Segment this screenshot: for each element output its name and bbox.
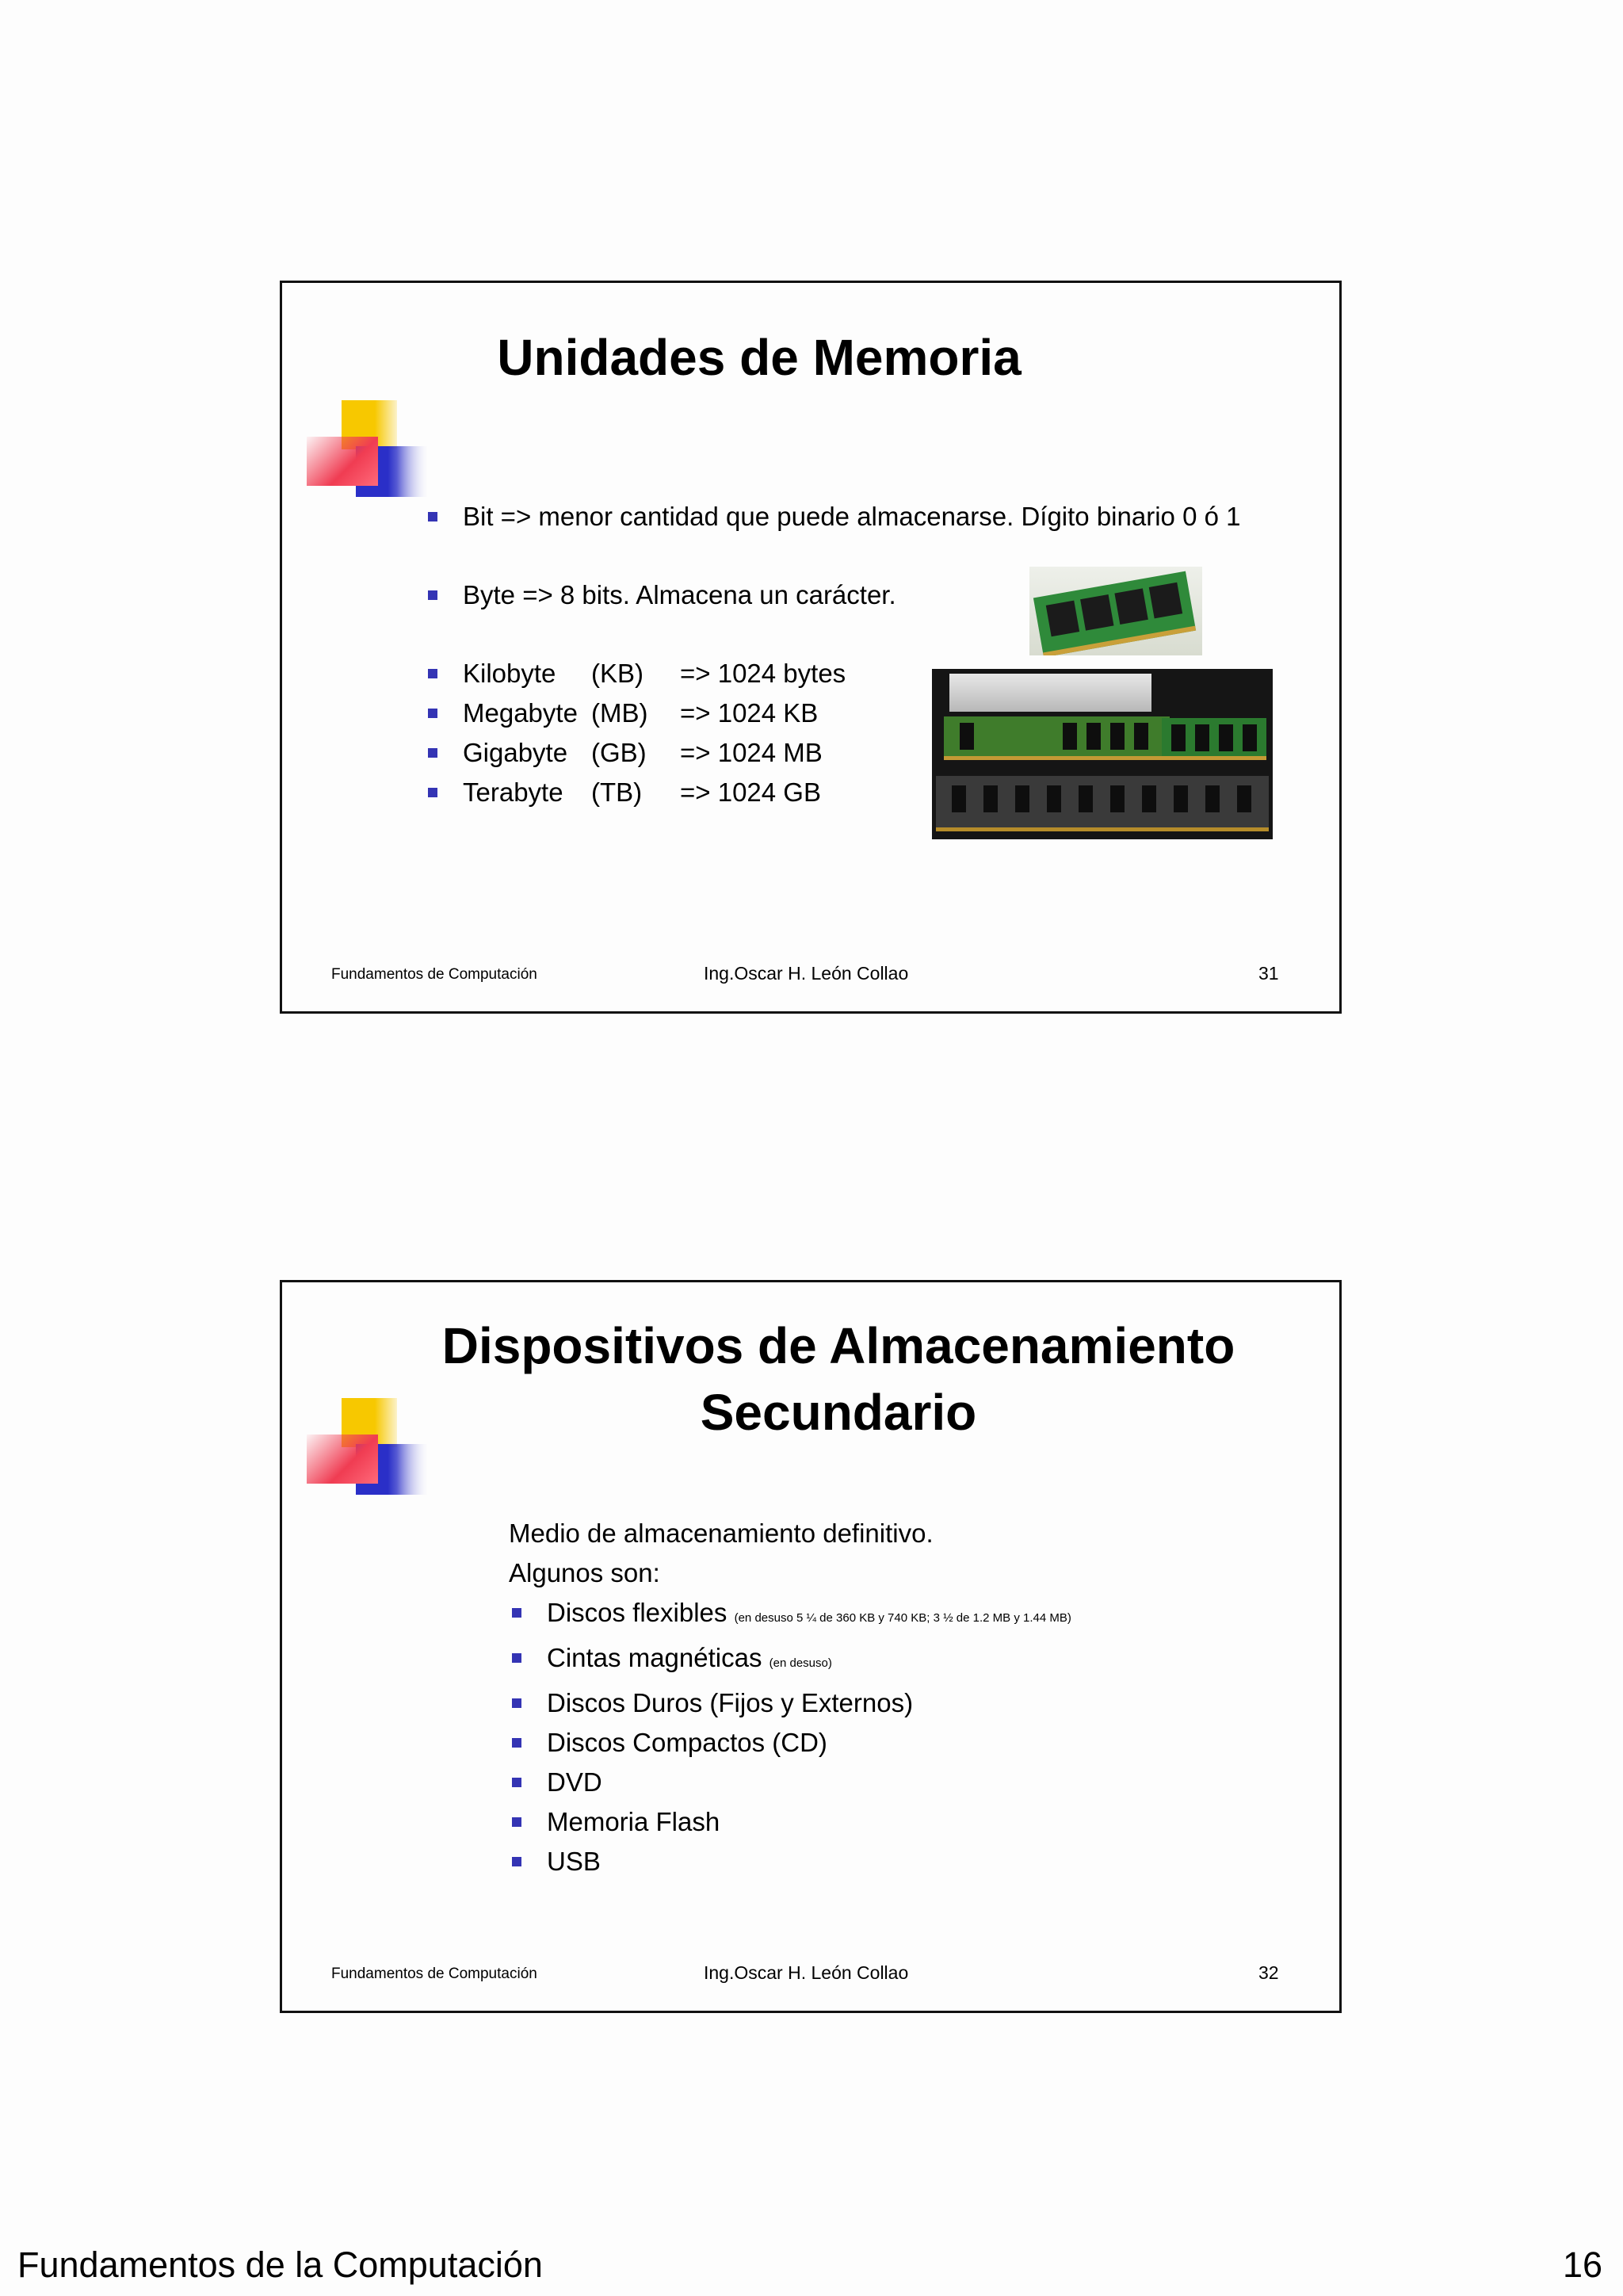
slide-title	[369, 1312, 1308, 1446]
item-label: Discos Compactos (CD)	[547, 1728, 827, 1757]
item-note: (en desuso 5 ¼ de 360 KB y 740 KB; 3 ½ de 1.2 MB y 1.44 MB)	[734, 1611, 1071, 1625]
item-label: Discos flexibles	[547, 1598, 727, 1627]
unit-name: Kilobyte	[463, 659, 556, 688]
ram-chip	[983, 785, 998, 812]
ram-chip	[1134, 723, 1148, 750]
bullet-square-icon	[512, 1698, 521, 1708]
slide-32	[280, 1280, 1342, 2013]
unit-abbr: (GB)	[591, 738, 647, 767]
list-item	[509, 1683, 1071, 1723]
ddr-heatspreader-stick	[949, 674, 1151, 712]
unit-abbr: (KB)	[591, 659, 643, 688]
unit-abbr: (TB)	[591, 777, 643, 807]
footer-course: Fundamentos de Computación	[331, 966, 537, 983]
ram-chip	[1195, 724, 1209, 751]
intro-text: Medio de almacenamiento definitivo.	[509, 1519, 934, 1548]
unit-name: Terabyte	[463, 777, 563, 807]
ram-chip	[1171, 724, 1186, 751]
footer-course: Fundamentos de Computación	[331, 1966, 537, 1982]
item-label: DVD	[547, 1767, 602, 1797]
ram-stick	[1162, 718, 1266, 760]
item-note: (en desuso)	[769, 1656, 832, 1670]
bullet-square-icon	[512, 1778, 521, 1787]
ram-chip	[1142, 785, 1156, 812]
slide-31	[280, 281, 1342, 1014]
ram-chip	[1079, 785, 1093, 812]
unit-name: Gigabyte	[463, 738, 568, 767]
bit-text: Bit => menor cantidad que puede almacenarse. Dígito binario 0 ó 1	[463, 502, 1241, 531]
slide-title: Unidades de Memoria	[497, 329, 1022, 386]
ram-chip	[1114, 588, 1148, 625]
footer-author: Ing.Oscar H. León Collao	[704, 1962, 909, 1983]
logo-fade	[397, 400, 429, 499]
storage-devices-list	[509, 1593, 1071, 1881]
ram-chip	[1237, 785, 1251, 812]
page-footer-title: Fundamentos de la Computación	[17, 2244, 543, 2285]
item-label: Cintas magnéticas	[547, 1643, 762, 1672]
ram-chip	[1110, 723, 1125, 750]
intro-text: Algunos son:	[509, 1558, 660, 1587]
bullet-square-icon	[428, 788, 437, 797]
byte-text: Byte => 8 bits. Almacena un carácter.	[463, 580, 896, 609]
red-square	[307, 437, 378, 486]
unit-value: => 1024 MB	[680, 738, 823, 767]
slide-title-line2: Secundario	[700, 1384, 977, 1441]
footer-author: Ing.Oscar H. León Collao	[704, 963, 909, 984]
bullet-square-icon	[512, 1817, 521, 1827]
bullet-square-icon	[428, 709, 437, 718]
ram-board	[1033, 571, 1196, 655]
list-item	[509, 1593, 1071, 1638]
ram-chip	[952, 785, 966, 812]
list-item	[425, 497, 1240, 537]
bullet-square-icon	[512, 1653, 521, 1663]
ram-chip	[960, 723, 974, 750]
unit-value: => 1024 bytes	[680, 659, 846, 688]
red-square	[307, 1435, 378, 1484]
item-label: Memoria Flash	[547, 1807, 720, 1836]
ram-chip	[1174, 785, 1188, 812]
page-number: 16	[1562, 2244, 1602, 2285]
ram-chip	[1205, 785, 1220, 812]
unit-name: Megabyte	[463, 698, 578, 728]
unit-value: => 1024 GB	[680, 777, 821, 807]
logo-fade	[397, 1398, 429, 1497]
bullet-square-icon	[512, 1608, 521, 1618]
ram-chip	[1047, 785, 1061, 812]
ram-chip	[1015, 785, 1029, 812]
ram-stick	[944, 716, 1170, 760]
decorative-squares-logo	[294, 400, 429, 499]
bullet-square-icon	[428, 590, 437, 600]
item-label: Discos Duros (Fijos y Externos)	[547, 1688, 914, 1717]
bullet-square-icon	[428, 748, 437, 758]
bullet-square-icon	[428, 669, 437, 678]
list-item	[509, 1763, 1071, 1802]
ram-chip	[1086, 723, 1101, 750]
list-item	[509, 1802, 1071, 1842]
bullet-square-icon	[512, 1857, 521, 1866]
bullet-square-icon	[512, 1738, 521, 1748]
unit-abbr: (MB)	[591, 698, 648, 728]
slide-number: 31	[1258, 963, 1279, 984]
ram-stick	[936, 776, 1269, 831]
unit-value: => 1024 KB	[680, 698, 819, 728]
list-item	[509, 1842, 1071, 1881]
ram-chip	[1243, 724, 1257, 751]
ram-chip	[1080, 594, 1113, 631]
slide-title-line1: Dispositivos de Almacenamiento	[441, 1317, 1235, 1374]
ram-chip	[1219, 724, 1233, 751]
list-item	[509, 1638, 1071, 1683]
ram-module-photo	[1029, 567, 1202, 655]
slide-number: 32	[1258, 1962, 1279, 1983]
ram-chip	[1149, 583, 1182, 619]
bullet-square-icon	[428, 512, 437, 521]
list-item	[509, 1723, 1071, 1763]
ram-modules-photo	[932, 669, 1273, 839]
item-label: USB	[547, 1847, 601, 1876]
ram-chip	[1110, 785, 1125, 812]
ram-chip	[1063, 723, 1077, 750]
ram-chip	[1046, 601, 1079, 637]
decorative-squares-logo	[294, 1398, 429, 1497]
